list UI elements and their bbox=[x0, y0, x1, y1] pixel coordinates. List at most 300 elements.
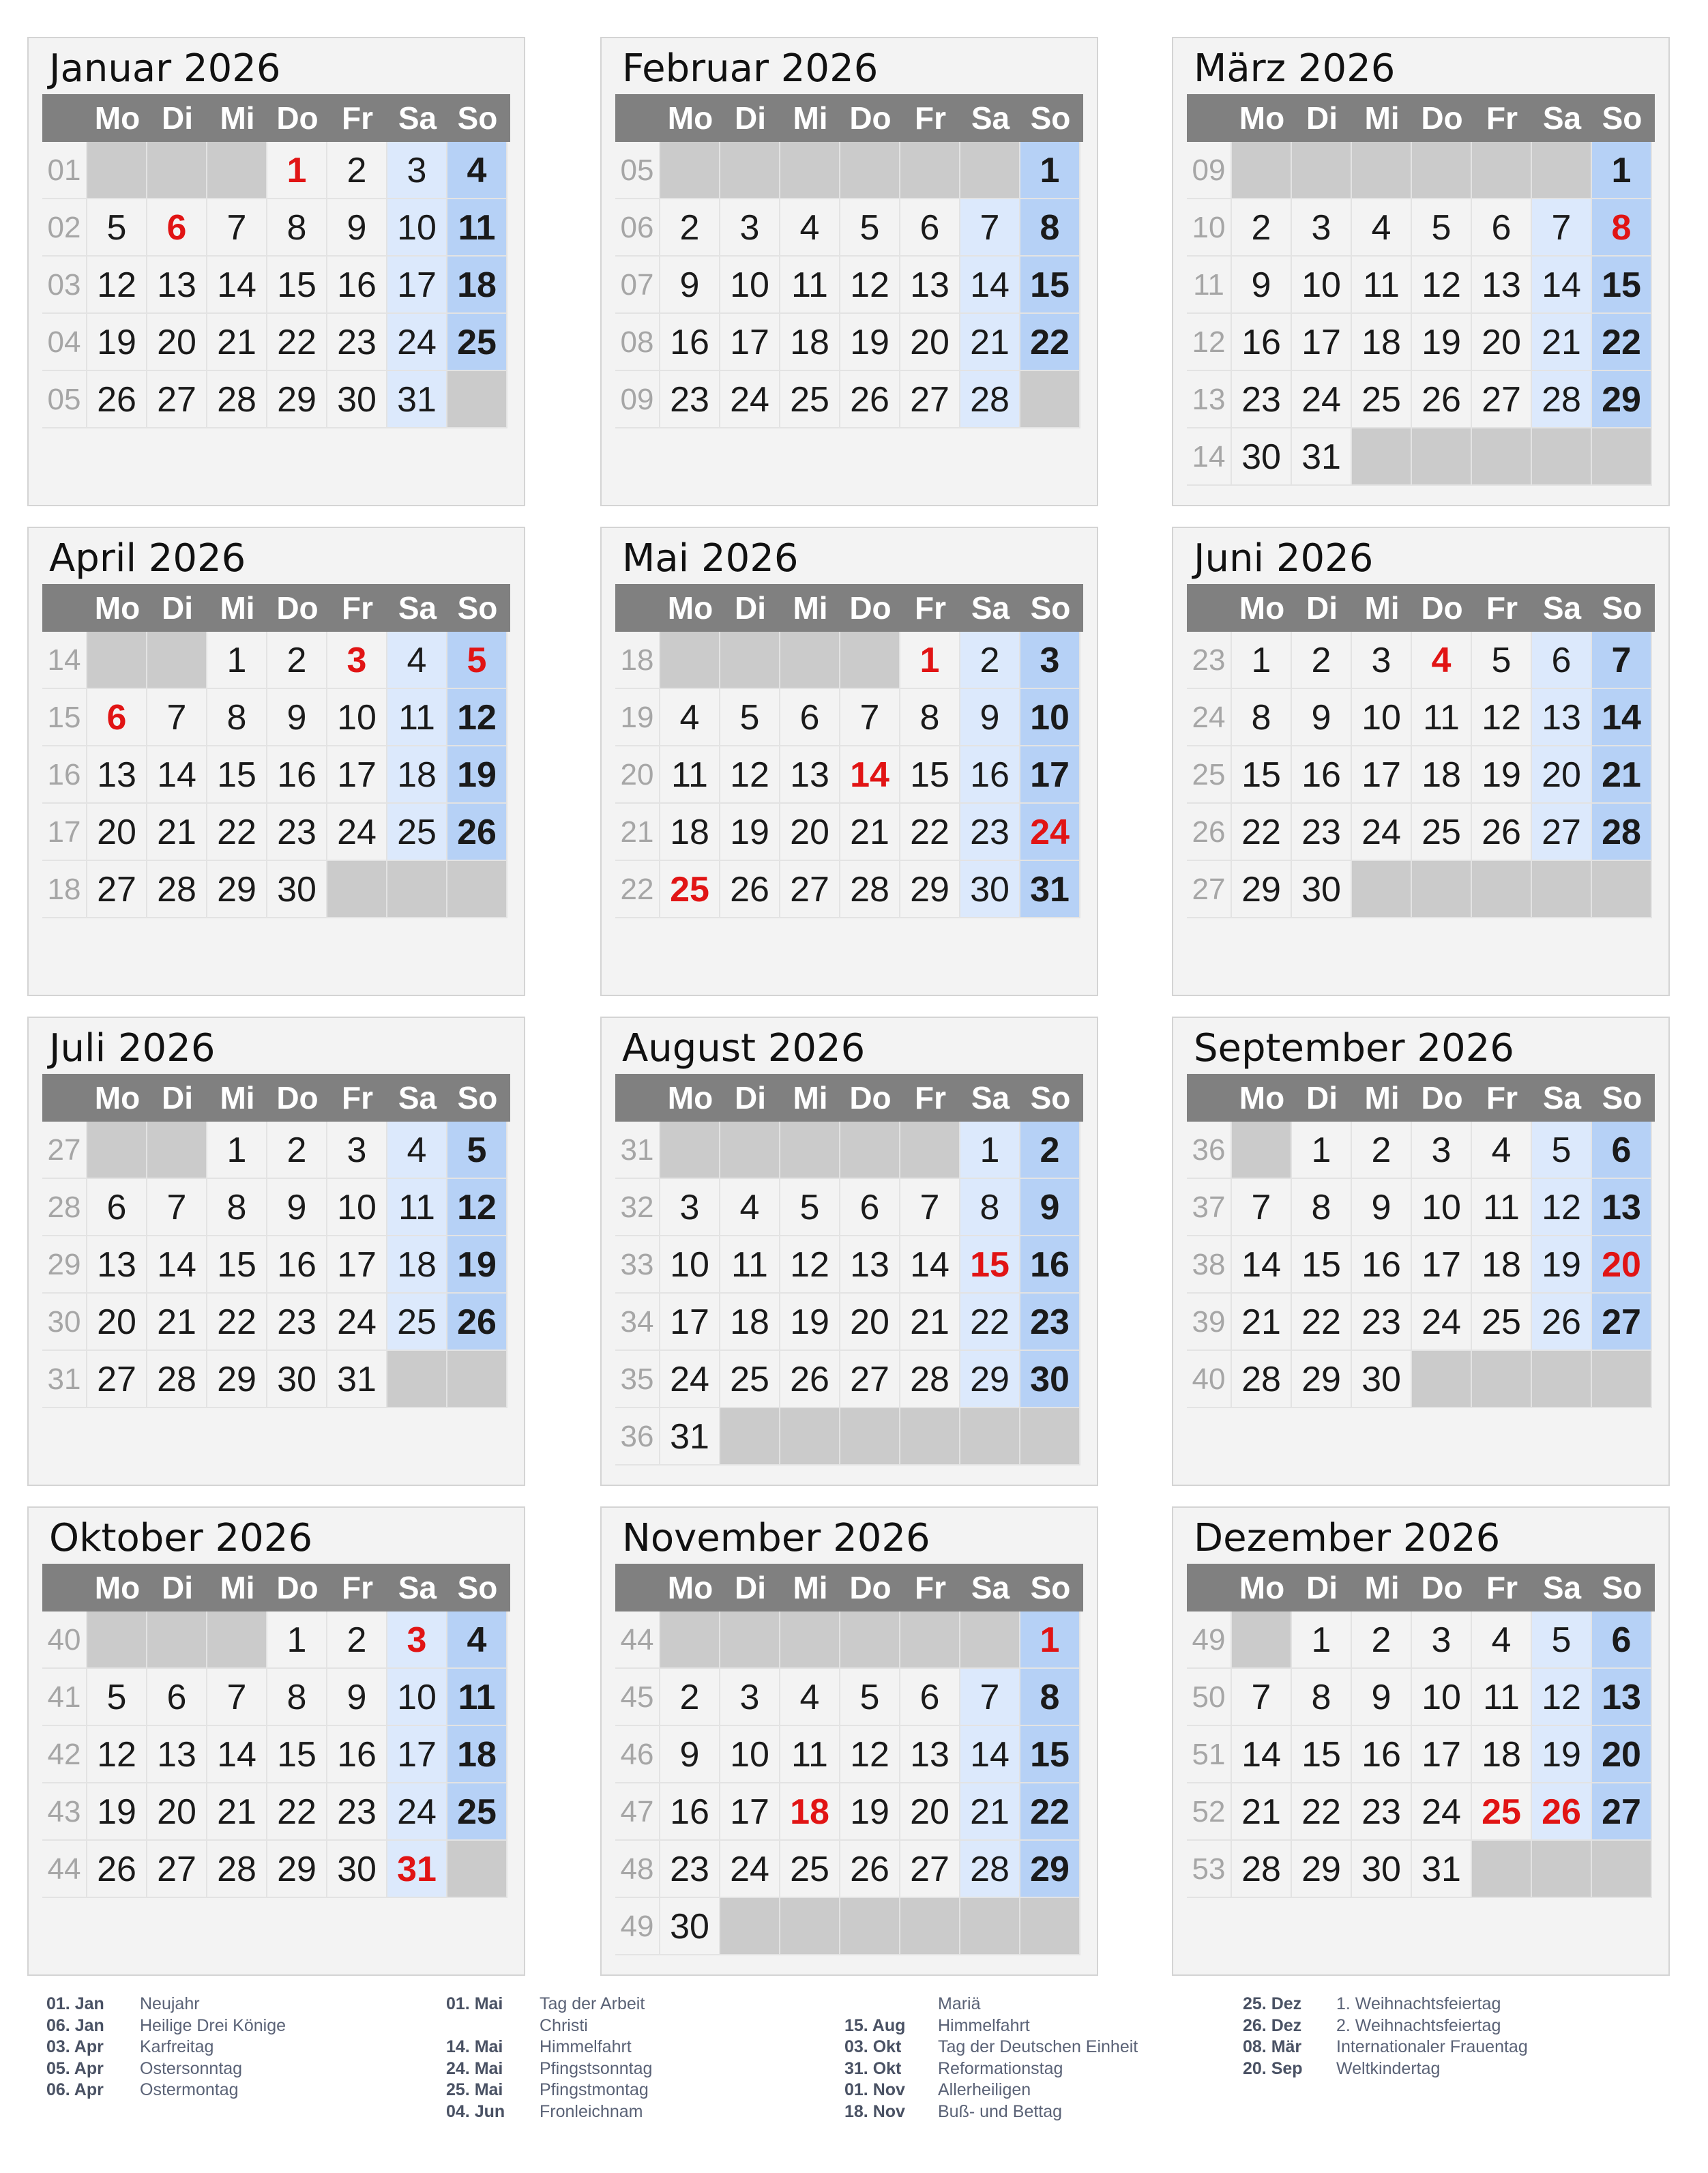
week-number: 23 bbox=[1187, 632, 1232, 689]
day-cell: 3 bbox=[720, 1669, 780, 1726]
week-number: 49 bbox=[615, 1898, 660, 1955]
day-cell: 27 bbox=[87, 1351, 147, 1408]
day-cell: 16 bbox=[1232, 314, 1292, 371]
day-cell: 21 bbox=[840, 804, 900, 861]
day-cell: 11 bbox=[720, 1236, 780, 1294]
legend-column bbox=[46, 1994, 286, 2101]
day-cell: 11 bbox=[1472, 1669, 1532, 1726]
empty-cell bbox=[840, 1122, 900, 1179]
weekday-header: So bbox=[1020, 1074, 1080, 1122]
day-cell: 8 bbox=[1020, 199, 1080, 257]
day-cell: 6 bbox=[840, 1179, 900, 1236]
week-row bbox=[1187, 257, 1655, 314]
day-cell: 26 bbox=[1412, 371, 1472, 428]
day-cell: 19 bbox=[840, 1783, 900, 1841]
day-cell: 19 bbox=[1532, 1726, 1592, 1783]
holiday-name: Christi bbox=[540, 2015, 588, 2035]
day-cell: 4 bbox=[720, 1179, 780, 1236]
day-cell: 14 bbox=[1232, 1726, 1292, 1783]
legend-item bbox=[46, 1994, 286, 2015]
empty-cell bbox=[960, 1898, 1020, 1955]
day-cell: 14 bbox=[1232, 1236, 1292, 1294]
day-cell: 12 bbox=[1472, 689, 1532, 746]
day-cell: 4 bbox=[780, 1669, 840, 1726]
month-3 bbox=[1172, 37, 1670, 506]
day-cell: 24 bbox=[720, 371, 780, 428]
day-cell: 9 bbox=[960, 689, 1020, 746]
month-grid bbox=[42, 94, 510, 428]
day-cell: 18 bbox=[1472, 1726, 1532, 1783]
day-cell: 8 bbox=[960, 1179, 1020, 1236]
empty-cell bbox=[900, 1611, 960, 1669]
week-row bbox=[615, 804, 1083, 861]
week-number: 09 bbox=[1187, 142, 1232, 199]
day-cell: 16 bbox=[1352, 1726, 1412, 1783]
empty-cell bbox=[1532, 428, 1592, 486]
week-row bbox=[1187, 142, 1655, 199]
empty-cell bbox=[1232, 1122, 1292, 1179]
week-row bbox=[615, 1236, 1083, 1294]
weekday-header: Do bbox=[267, 584, 327, 632]
week-row bbox=[615, 142, 1083, 199]
day-cell: 7 bbox=[207, 199, 267, 257]
holiday-name: Karfreitag bbox=[140, 2037, 214, 2057]
month-grid bbox=[615, 1564, 1083, 1955]
day-cell: 29 bbox=[207, 1351, 267, 1408]
month-title: September 2026 bbox=[1194, 1026, 1514, 1070]
month-grid bbox=[42, 584, 510, 918]
month-title: Juli 2026 bbox=[49, 1026, 216, 1070]
empty-cell bbox=[1532, 1351, 1592, 1408]
day-cell: 13 bbox=[1532, 689, 1592, 746]
empty-cell bbox=[447, 1351, 507, 1408]
day-cell: 5 bbox=[720, 689, 780, 746]
day-cell: 12 bbox=[720, 746, 780, 804]
empty-cell bbox=[960, 1611, 1020, 1669]
day-cell: 9 bbox=[327, 199, 387, 257]
month-7 bbox=[27, 1017, 525, 1486]
empty-cell bbox=[660, 632, 720, 689]
week-number: 40 bbox=[42, 1611, 87, 1669]
day-cell: 25 bbox=[780, 371, 840, 428]
day-cell: 27 bbox=[1532, 804, 1592, 861]
holiday-date: 25. Mai bbox=[446, 2080, 503, 2100]
month-grid bbox=[1187, 1074, 1655, 1408]
day-cell: 17 bbox=[1412, 1726, 1472, 1783]
day-cell: 28 bbox=[147, 1351, 207, 1408]
day-cell: 31 bbox=[1412, 1841, 1472, 1898]
day-cell: 16 bbox=[660, 1783, 720, 1841]
day-cell: 19 bbox=[87, 1783, 147, 1841]
month-grid bbox=[615, 584, 1083, 918]
day-cell: 26 bbox=[780, 1351, 840, 1408]
week-number: 45 bbox=[615, 1669, 660, 1726]
day-cell: 28 bbox=[1592, 804, 1652, 861]
day-cell: 17 bbox=[327, 1236, 387, 1294]
empty-cell bbox=[87, 1122, 147, 1179]
day-cell: 31 bbox=[387, 1841, 447, 1898]
day-cell: 15 bbox=[1020, 1726, 1080, 1783]
day-cell: 29 bbox=[1020, 1841, 1080, 1898]
day-cell: 27 bbox=[840, 1351, 900, 1408]
weekday-header: Mi bbox=[207, 1564, 267, 1611]
week-row bbox=[42, 142, 510, 199]
empty-cell bbox=[660, 1122, 720, 1179]
day-cell: 24 bbox=[1292, 371, 1352, 428]
week-number: 44 bbox=[42, 1841, 87, 1898]
day-cell: 13 bbox=[1472, 257, 1532, 314]
day-cell: 9 bbox=[1352, 1669, 1412, 1726]
weekday-header: Di bbox=[1292, 94, 1352, 142]
weekday-header: Sa bbox=[1532, 584, 1592, 632]
holiday-date: 24. Mai bbox=[446, 2058, 503, 2078]
holiday-name: Pfingstsonntag bbox=[540, 2058, 653, 2078]
day-cell: 5 bbox=[447, 1122, 507, 1179]
week-number: 21 bbox=[615, 804, 660, 861]
weekday-header: Sa bbox=[387, 584, 447, 632]
day-cell: 11 bbox=[1352, 257, 1412, 314]
week-number: 09 bbox=[615, 371, 660, 428]
day-cell: 5 bbox=[447, 632, 507, 689]
empty-cell bbox=[1472, 1351, 1532, 1408]
week-row bbox=[615, 1351, 1083, 1408]
weekday-header: Do bbox=[840, 1074, 900, 1122]
day-cell: 19 bbox=[447, 1236, 507, 1294]
day-cell: 22 bbox=[1020, 1783, 1080, 1841]
day-cell: 3 bbox=[327, 632, 387, 689]
empty-cell bbox=[447, 371, 507, 428]
legend-item bbox=[446, 2037, 652, 2058]
day-cell: 23 bbox=[1232, 371, 1292, 428]
week-number: 29 bbox=[42, 1236, 87, 1294]
day-cell: 18 bbox=[447, 257, 507, 314]
legend-item bbox=[1243, 2058, 1528, 2080]
day-cell: 5 bbox=[1412, 199, 1472, 257]
holiday-name: Tag der Arbeit bbox=[540, 1994, 645, 2013]
holiday-name: Himmelfahrt bbox=[938, 2015, 1030, 2035]
week-number: 05 bbox=[615, 142, 660, 199]
week-row bbox=[1187, 1783, 1655, 1841]
day-cell: 3 bbox=[720, 199, 780, 257]
day-cell: 18 bbox=[387, 1236, 447, 1294]
week-row bbox=[42, 1783, 510, 1841]
week-number-header bbox=[42, 1564, 87, 1611]
week-number-header bbox=[1187, 94, 1232, 142]
day-cell: 14 bbox=[1532, 257, 1592, 314]
day-cell: 9 bbox=[267, 689, 327, 746]
day-cell: 15 bbox=[267, 257, 327, 314]
day-cell: 4 bbox=[1472, 1611, 1532, 1669]
day-cell: 30 bbox=[1020, 1351, 1080, 1408]
holiday-name: Himmelfahrt bbox=[540, 2037, 632, 2057]
day-cell: 10 bbox=[1020, 689, 1080, 746]
day-cell: 17 bbox=[387, 257, 447, 314]
week-row bbox=[1187, 1669, 1655, 1726]
week-number: 46 bbox=[615, 1726, 660, 1783]
day-cell: 23 bbox=[327, 314, 387, 371]
day-cell: 24 bbox=[1412, 1294, 1472, 1351]
day-cell: 6 bbox=[87, 1179, 147, 1236]
empty-cell bbox=[387, 1351, 447, 1408]
day-cell: 23 bbox=[267, 1294, 327, 1351]
day-cell: 2 bbox=[1232, 199, 1292, 257]
week-row bbox=[42, 1236, 510, 1294]
day-cell: 4 bbox=[387, 632, 447, 689]
weekday-header: Mi bbox=[1352, 1074, 1412, 1122]
day-cell: 7 bbox=[1532, 199, 1592, 257]
day-cell: 1 bbox=[1020, 1611, 1080, 1669]
day-cell: 27 bbox=[1472, 371, 1532, 428]
week-number: 25 bbox=[1187, 746, 1232, 804]
day-cell: 27 bbox=[900, 371, 960, 428]
day-cell: 15 bbox=[207, 746, 267, 804]
empty-cell bbox=[207, 142, 267, 199]
day-cell: 18 bbox=[1352, 314, 1412, 371]
day-cell: 27 bbox=[1592, 1783, 1652, 1841]
day-cell: 5 bbox=[87, 199, 147, 257]
week-row bbox=[615, 1898, 1083, 1955]
day-cell: 28 bbox=[960, 1841, 1020, 1898]
day-cell: 21 bbox=[960, 314, 1020, 371]
day-cell: 1 bbox=[1020, 142, 1080, 199]
day-cell: 17 bbox=[1020, 746, 1080, 804]
day-cell: 26 bbox=[447, 1294, 507, 1351]
day-cell: 23 bbox=[1292, 804, 1352, 861]
day-cell: 10 bbox=[720, 1726, 780, 1783]
week-row bbox=[615, 689, 1083, 746]
day-cell: 22 bbox=[267, 1783, 327, 1841]
week-row bbox=[42, 1294, 510, 1351]
holiday-date: 01. Jan bbox=[46, 1994, 104, 2013]
day-cell: 29 bbox=[267, 371, 327, 428]
weekday-header: Fr bbox=[327, 94, 387, 142]
day-cell: 10 bbox=[387, 199, 447, 257]
day-cell: 20 bbox=[87, 804, 147, 861]
day-cell: 20 bbox=[900, 314, 960, 371]
month-10 bbox=[27, 1506, 525, 1976]
day-cell: 18 bbox=[447, 1726, 507, 1783]
week-row bbox=[1187, 632, 1655, 689]
day-cell: 9 bbox=[1232, 257, 1292, 314]
day-cell: 15 bbox=[1292, 1236, 1352, 1294]
holiday-date: 04. Jun bbox=[446, 2101, 505, 2121]
holiday-legend bbox=[0, 1994, 1708, 2130]
day-cell: 20 bbox=[87, 1294, 147, 1351]
holiday-date: 08. Mär bbox=[1243, 2037, 1302, 2057]
holiday-name: Fronleichnam bbox=[540, 2101, 643, 2121]
week-number: 31 bbox=[42, 1351, 87, 1408]
day-cell: 12 bbox=[1532, 1669, 1592, 1726]
weekday-header-row bbox=[42, 1074, 510, 1122]
holiday-date: 31. Okt bbox=[844, 2058, 902, 2078]
empty-cell bbox=[87, 142, 147, 199]
day-cell: 28 bbox=[1232, 1841, 1292, 1898]
week-number: 19 bbox=[615, 689, 660, 746]
day-cell: 1 bbox=[900, 632, 960, 689]
week-row bbox=[615, 632, 1083, 689]
weekday-header: Fr bbox=[1472, 94, 1532, 142]
week-row bbox=[615, 1408, 1083, 1465]
week-row bbox=[615, 257, 1083, 314]
day-cell: 10 bbox=[660, 1236, 720, 1294]
day-cell: 5 bbox=[1532, 1122, 1592, 1179]
day-cell: 2 bbox=[960, 632, 1020, 689]
week-number: 36 bbox=[615, 1408, 660, 1465]
day-cell: 12 bbox=[447, 689, 507, 746]
day-cell: 10 bbox=[1412, 1179, 1472, 1236]
empty-cell bbox=[87, 632, 147, 689]
weekday-header: Mo bbox=[660, 1564, 720, 1611]
day-cell: 14 bbox=[207, 1726, 267, 1783]
weekday-header: Mi bbox=[1352, 94, 1412, 142]
day-cell: 24 bbox=[1412, 1783, 1472, 1841]
day-cell: 28 bbox=[1532, 371, 1592, 428]
weekday-header: Di bbox=[720, 1564, 780, 1611]
weekday-header: Sa bbox=[1532, 1564, 1592, 1611]
day-cell: 6 bbox=[1592, 1122, 1652, 1179]
day-cell: 19 bbox=[1412, 314, 1472, 371]
empty-cell bbox=[1472, 1841, 1532, 1898]
day-cell: 25 bbox=[387, 1294, 447, 1351]
week-row bbox=[1187, 861, 1655, 918]
day-cell: 13 bbox=[900, 257, 960, 314]
day-cell: 30 bbox=[1352, 1841, 1412, 1898]
week-row bbox=[1187, 314, 1655, 371]
weekday-header: So bbox=[1592, 584, 1652, 632]
empty-cell bbox=[1472, 142, 1532, 199]
week-row bbox=[1187, 746, 1655, 804]
weekday-header: Mi bbox=[780, 1074, 840, 1122]
week-row bbox=[615, 746, 1083, 804]
day-cell: 30 bbox=[327, 371, 387, 428]
day-cell: 10 bbox=[327, 1179, 387, 1236]
day-cell: 20 bbox=[147, 314, 207, 371]
weekday-header: Di bbox=[1292, 1074, 1352, 1122]
week-number: 33 bbox=[615, 1236, 660, 1294]
day-cell: 25 bbox=[660, 861, 720, 918]
week-row bbox=[42, 1726, 510, 1783]
empty-cell bbox=[447, 861, 507, 918]
day-cell: 13 bbox=[900, 1726, 960, 1783]
day-cell: 1 bbox=[1292, 1122, 1352, 1179]
day-cell: 14 bbox=[1592, 689, 1652, 746]
day-cell: 27 bbox=[147, 1841, 207, 1898]
holiday-name: Buß- und Bettag bbox=[938, 2101, 1063, 2121]
day-cell: 21 bbox=[207, 314, 267, 371]
day-cell: 7 bbox=[960, 199, 1020, 257]
week-number: 34 bbox=[615, 1294, 660, 1351]
day-cell: 6 bbox=[1592, 1611, 1652, 1669]
legend-item bbox=[844, 1994, 1138, 2015]
day-cell: 7 bbox=[147, 689, 207, 746]
day-cell: 22 bbox=[207, 804, 267, 861]
day-cell: 2 bbox=[660, 1669, 720, 1726]
day-cell: 22 bbox=[1232, 804, 1292, 861]
day-cell: 26 bbox=[1532, 1783, 1592, 1841]
day-cell: 10 bbox=[720, 257, 780, 314]
legend-item bbox=[446, 1994, 652, 2015]
week-row bbox=[615, 1122, 1083, 1179]
holiday-date: 05. Apr bbox=[46, 2058, 104, 2078]
day-cell: 14 bbox=[207, 257, 267, 314]
day-cell: 28 bbox=[207, 371, 267, 428]
holiday-name: 2. Weihnachtsfeiertag bbox=[1336, 2015, 1501, 2035]
day-cell: 6 bbox=[147, 1669, 207, 1726]
legend-item bbox=[446, 2058, 652, 2080]
week-number-header bbox=[42, 1074, 87, 1122]
week-number: 40 bbox=[1187, 1351, 1232, 1408]
empty-cell bbox=[327, 861, 387, 918]
day-cell: 20 bbox=[1592, 1726, 1652, 1783]
weekday-header: Do bbox=[1412, 1564, 1472, 1611]
week-number: 18 bbox=[42, 861, 87, 918]
day-cell: 28 bbox=[960, 371, 1020, 428]
weekday-header: Fr bbox=[327, 584, 387, 632]
day-cell: 2 bbox=[1292, 632, 1352, 689]
day-cell: 24 bbox=[387, 1783, 447, 1841]
week-number: 14 bbox=[42, 632, 87, 689]
holiday-name: Pfingstmontag bbox=[540, 2080, 649, 2100]
week-row bbox=[1187, 428, 1655, 486]
week-number-header bbox=[1187, 584, 1232, 632]
day-cell: 23 bbox=[960, 804, 1020, 861]
legend-item bbox=[446, 2080, 652, 2101]
week-number: 36 bbox=[1187, 1122, 1232, 1179]
weekday-header: Do bbox=[1412, 584, 1472, 632]
day-cell: 2 bbox=[267, 1122, 327, 1179]
empty-cell bbox=[720, 1122, 780, 1179]
weekday-header: Fr bbox=[327, 1564, 387, 1611]
weekday-header: Di bbox=[720, 94, 780, 142]
week-number: 35 bbox=[615, 1351, 660, 1408]
month-grid bbox=[42, 1074, 510, 1408]
week-row bbox=[1187, 1179, 1655, 1236]
weekday-header-row bbox=[615, 94, 1083, 142]
day-cell: 6 bbox=[147, 199, 207, 257]
legend-item bbox=[844, 2058, 1138, 2080]
weekday-header: Di bbox=[1292, 584, 1352, 632]
empty-cell bbox=[447, 1841, 507, 1898]
legend-item bbox=[46, 2058, 286, 2080]
weekday-header-row bbox=[1187, 94, 1655, 142]
empty-cell bbox=[720, 1408, 780, 1465]
day-cell: 3 bbox=[1352, 632, 1412, 689]
day-cell: 16 bbox=[327, 1726, 387, 1783]
day-cell: 4 bbox=[660, 689, 720, 746]
week-number: 51 bbox=[1187, 1726, 1232, 1783]
weekday-header: Mi bbox=[207, 1074, 267, 1122]
weekday-header: Do bbox=[267, 1074, 327, 1122]
day-cell: 25 bbox=[447, 314, 507, 371]
day-cell: 22 bbox=[207, 1294, 267, 1351]
day-cell: 25 bbox=[387, 804, 447, 861]
week-row bbox=[1187, 1841, 1655, 1898]
empty-cell bbox=[840, 1408, 900, 1465]
weekday-header: So bbox=[447, 1564, 507, 1611]
empty-cell bbox=[960, 142, 1020, 199]
week-number: 39 bbox=[1187, 1294, 1232, 1351]
empty-cell bbox=[780, 632, 840, 689]
day-cell: 21 bbox=[1232, 1783, 1292, 1841]
day-cell: 11 bbox=[780, 1726, 840, 1783]
empty-cell bbox=[1352, 142, 1412, 199]
day-cell: 1 bbox=[267, 1611, 327, 1669]
day-cell: 18 bbox=[780, 314, 840, 371]
empty-cell bbox=[900, 1122, 960, 1179]
day-cell: 9 bbox=[1292, 689, 1352, 746]
weekday-header: So bbox=[1020, 1564, 1080, 1611]
month-grid bbox=[42, 1564, 510, 1898]
